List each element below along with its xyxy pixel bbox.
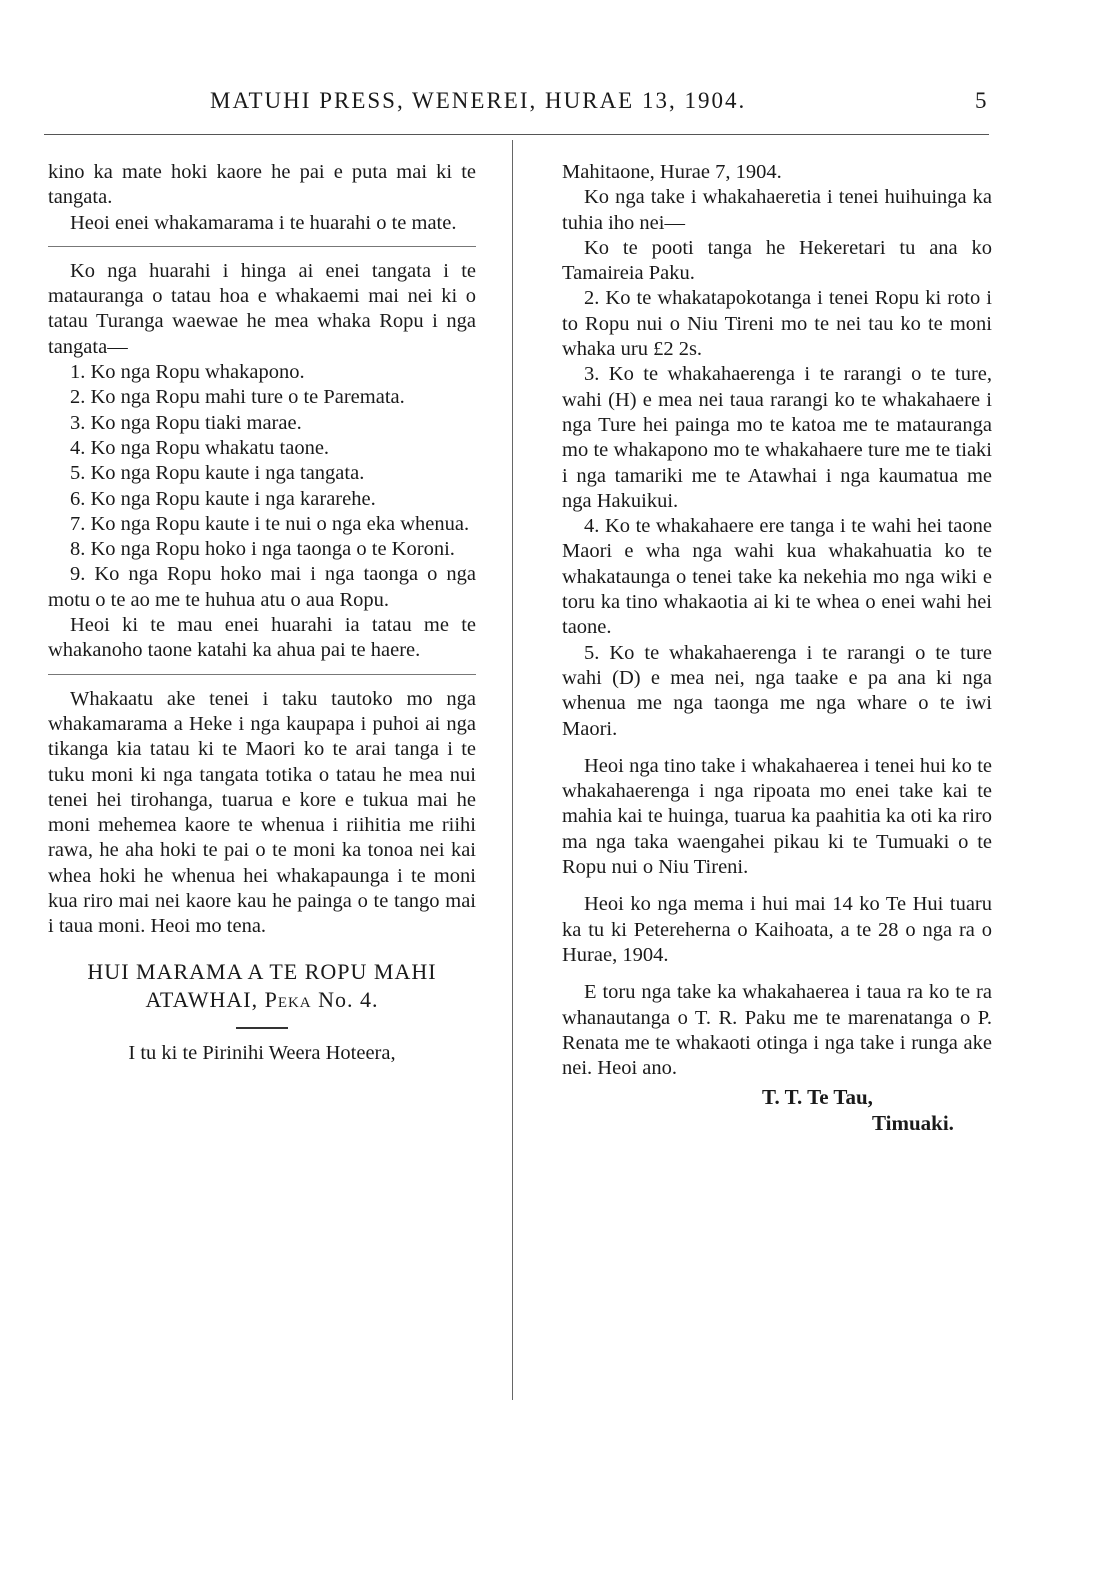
intro-conclusion: Heoi enei whakamarama i te huarahi o te mate. bbox=[70, 211, 457, 234]
date-line: Mahitaone, Hurae 7, 1904. bbox=[562, 161, 782, 183]
column-divider bbox=[512, 140, 513, 1400]
page-number: 5 bbox=[975, 88, 987, 113]
section-divider bbox=[48, 674, 476, 675]
list-item: 6. Ko nga Ropu kaute i nga kararehe. bbox=[70, 487, 376, 510]
section2-intro: Ko nga huarahi i hinga ai enei tangata i te matauranga o tatau hoa e whakaemi mai nei ki o tatau Turanga waewae he mea whaka Ropu i nga tangata— bbox=[48, 259, 476, 358]
list-item: 1. Ko nga Ropu whakapono. bbox=[70, 361, 305, 384]
agenda-item: 3. Ko te whakahaerenga i te rarangi o te ture, wahi (H) e mea nei taua rarangi ko te whakahaere i nga Ture hei painga mo te katoa me te matauranga mo te whakapono mo te whakahaere ture me te tiaki i nga tamariki me te Atawhai i nga kaumatua me nga Hakuikui. bbox=[562, 363, 992, 512]
agenda-item: 5. Ko te whakahaerenga i te rarangi o te ture wahi (D) e mea nei, nga taake e pa ana ki nga whenua me nga taonga me nga whare o te iwi Maori. bbox=[562, 641, 992, 740]
right-column bbox=[562, 160, 992, 1136]
header-divider bbox=[44, 134, 989, 135]
list-item: 7. Ko nga Ropu kaute i te nui o nga eka whenua. bbox=[70, 512, 470, 535]
meeting-intro: Ko nga take i whakahaeretia i tenei huihuinga ka tuhia iho nei— bbox=[562, 186, 992, 234]
agenda-item: 2. Ko te whakatapokotanga i tenei Ropu ki roto i to Ropu nui o Niu Tireni mo te nei tau ko te moni whaka uru £2 2s. bbox=[562, 287, 992, 361]
section3-paragraph: Whakaatu ake tenei i taku tautoko mo nga whakamarama a Heke i nga kaupapa i puhoi ai nga tikanga kia tatau ki te Maori ko te arai tanga i te tuku moni ki nga tangata totika o tatau he mea nui tenei hei tirohanga, tuarua e kore e tukua mai he moni mehemea kaore te whenua i riihitia me riihi rawa, he aha hoki te pai o te moni ka tonoa nei kai whea hoki he whenua hei whakapaunga i te moni kua riro mai nei kaore kau he painga o te tango mai i taua moni. Heoi mo tena. bbox=[48, 687, 476, 938]
heading-line-2 bbox=[48, 986, 476, 1017]
main-paragraph: Heoi nga tino take i whakahaerea i tenei hui ko te whakahaerenga i nga ripoata mo enei take kai te mahia kai te huinga, tuarua ka paahitia ka oti ka riro ma nga taka waengahei pikau ki te Tumuaki o te Ropu nui o Niu Tireni. bbox=[562, 754, 992, 879]
signature-title: Timuaki. bbox=[872, 1110, 954, 1135]
signature-block bbox=[562, 1085, 992, 1136]
heading-line-2-smallcaps: EKA bbox=[277, 994, 312, 1011]
agenda-item: Ko te pooti tanga he Hekeretari tu ana ko Tamaireia Paku. bbox=[562, 236, 992, 285]
agenda-item: 4. Ko te whakahaere ere tanga i te wahi hei taone Maori e wha nga wahi kua whakahuatia ko te whakataunga o tenei take ka nekehia mo nga wiki e toru ka tino whakaotia ai ki te whea o enei wahi hei taone. bbox=[562, 515, 992, 639]
list-item: 8. Ko nga Ropu hoko i nga taonga o te Koroni. bbox=[70, 538, 455, 561]
left-column bbox=[48, 160, 476, 1066]
section-divider bbox=[48, 246, 476, 247]
masthead-title: MATUHI PRESS, WENEREI, HURAE 13, 1904. bbox=[210, 88, 747, 113]
final-paragraph: E toru nga take ka whakahaerea i taua ra ko te ra whanautanga o T. R. Paku me te marenatanga o P. Renata me te whakaoti otinga i nga take i runga ake nei. Heoi ano. bbox=[562, 981, 992, 1080]
heading-line-1: HUI MARAMA A TE ROPU MAHI bbox=[87, 958, 437, 984]
section-heading bbox=[48, 958, 476, 1017]
members-paragraph: Heoi ko nga mema i hui mai 14 ko Te Hui tuaru ka tu ki Petereherna o Kaihoata, a te 28 o nga ra o Hurae, 1904. bbox=[562, 893, 992, 966]
page-header bbox=[0, 88, 1114, 122]
heading-line-2-part-a: ATAWHAI, P bbox=[145, 986, 278, 1012]
intro-paragraph: kino ka mate hoki kaore he pai e puta mai ki te tangata. bbox=[48, 161, 476, 209]
heading-line-2-part-b: No. 4. bbox=[311, 986, 379, 1012]
signature-name: T. T. Te Tau, bbox=[762, 1085, 873, 1110]
list-item: 4. Ko nga Ropu whakatu taone. bbox=[70, 436, 330, 459]
list-item: 2. Ko nga Ropu mahi ture o te Paremata. bbox=[70, 386, 405, 409]
list-item: 3. Ko nga Ropu tiaki marae. bbox=[70, 411, 302, 434]
list-item: 9. Ko nga Ropu hoko mai i nga taonga o nga motu o te ao me te huhua atu o aua Ropu. bbox=[48, 563, 476, 611]
section2-conclusion: Heoi ki te mau enei huarahi ia tatau me te whakanoho taone katahi ka ahua pai te haere. bbox=[48, 614, 476, 662]
heading-rule bbox=[236, 1027, 288, 1029]
venue-line: I tu ki te Pirinihi Weera Hoteera, bbox=[128, 1041, 396, 1064]
list-item: 5. Ko nga Ropu kaute i nga tangata. bbox=[70, 462, 365, 485]
